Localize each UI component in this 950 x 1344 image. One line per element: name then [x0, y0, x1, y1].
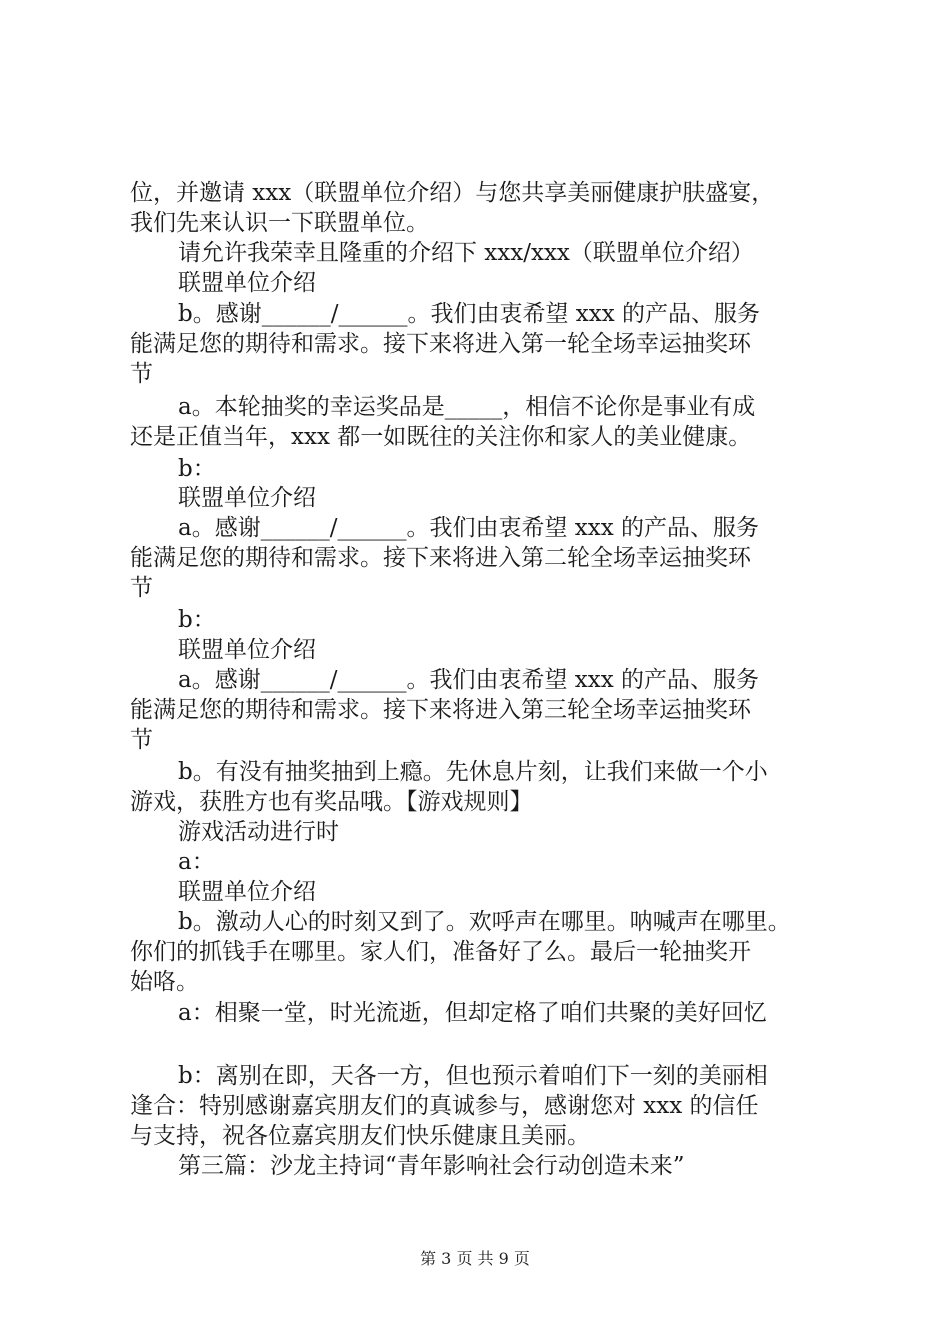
section-heading: 联盟单位介绍 — [178, 637, 316, 663]
paragraph-line: 节 — [130, 727, 153, 753]
page-footer: 第 3 页 共 9 页 — [420, 1249, 530, 1268]
paragraph-line: b。感谢______/______。我们由衷希望 xxx 的产品、服务 — [178, 301, 761, 327]
section-title: 第三篇：沙龙主持词“青年影响社会行动创造未来” — [178, 1153, 685, 1179]
paragraph-line: 你们的抓钱手在哪里。家人们，准备好了么。最后一轮抽奖开 — [130, 939, 751, 965]
paragraph-line: 能满足您的期待和需求。接下来将进入第三轮全场幸运抽奖环 — [130, 697, 751, 723]
section-heading: 游戏活动进行时 — [178, 819, 339, 845]
paragraph-line: 位，并邀请 xxx（联盟单位介绍）与您共享美丽健康护肤盛宴， — [130, 180, 775, 206]
paragraph-line: a。感谢______/______。我们由衷希望 xxx 的产品、服务 — [178, 515, 759, 541]
speaker-label: b： — [178, 456, 216, 482]
paragraph-line: 我们先来认识一下联盟单位。 — [130, 210, 429, 236]
paragraph-line: a：相聚一堂，时光流逝，但却定格了咱们共聚的美好回忆 — [178, 1000, 767, 1026]
section-heading: 联盟单位介绍 — [178, 485, 316, 511]
paragraph-line: 能满足您的期待和需求。接下来将进入第一轮全场幸运抽奖环 — [130, 331, 751, 357]
paragraph-line: b。激动人心的时刻又到了。欢呼声在哪里。呐喊声在哪里。 — [178, 909, 791, 935]
paragraph-line: a。本轮抽奖的幸运奖品是_____，相信不论你是事业有成 — [178, 394, 756, 420]
paragraph-line: 节 — [130, 361, 153, 387]
paragraph-line: 还是正值当年，xxx 都一如既往的关注你和家人的美业健康。 — [130, 424, 752, 450]
paragraph-line: b。有没有抽奖抽到上瘾。先休息片刻，让我们来做一个小 — [178, 759, 768, 785]
speaker-label: a： — [178, 849, 215, 875]
paragraph-line: 节 — [130, 575, 153, 601]
paragraph-line: 能满足您的期待和需求。接下来将进入第二轮全场幸运抽奖环 — [130, 545, 751, 571]
section-heading: 联盟单位介绍 — [178, 879, 316, 905]
paragraph-line: a。感谢______/______。我们由衷希望 xxx 的产品、服务 — [178, 667, 759, 693]
paragraph-line: 请允许我荣幸且隆重的介绍下 xxx/xxx（联盟单位介绍） — [178, 240, 754, 266]
paragraph-line: b：离别在即，天各一方，但也预示着咱们下一刻的美丽相 — [178, 1063, 768, 1089]
speaker-label: b： — [178, 607, 216, 633]
paragraph-line: 游戏，获胜方也有奖品哦。【游戏规则】 — [130, 789, 533, 815]
paragraph-line: 与支持，祝各位嘉宾朋友们快乐健康且美丽。 — [130, 1123, 590, 1149]
section-heading: 联盟单位介绍 — [178, 270, 316, 296]
paragraph-line: 逢合：特别感谢嘉宾朋友们的真诚参与，感谢您对 xxx 的信任 — [130, 1093, 759, 1119]
paragraph-line: 始咯。 — [130, 969, 199, 995]
